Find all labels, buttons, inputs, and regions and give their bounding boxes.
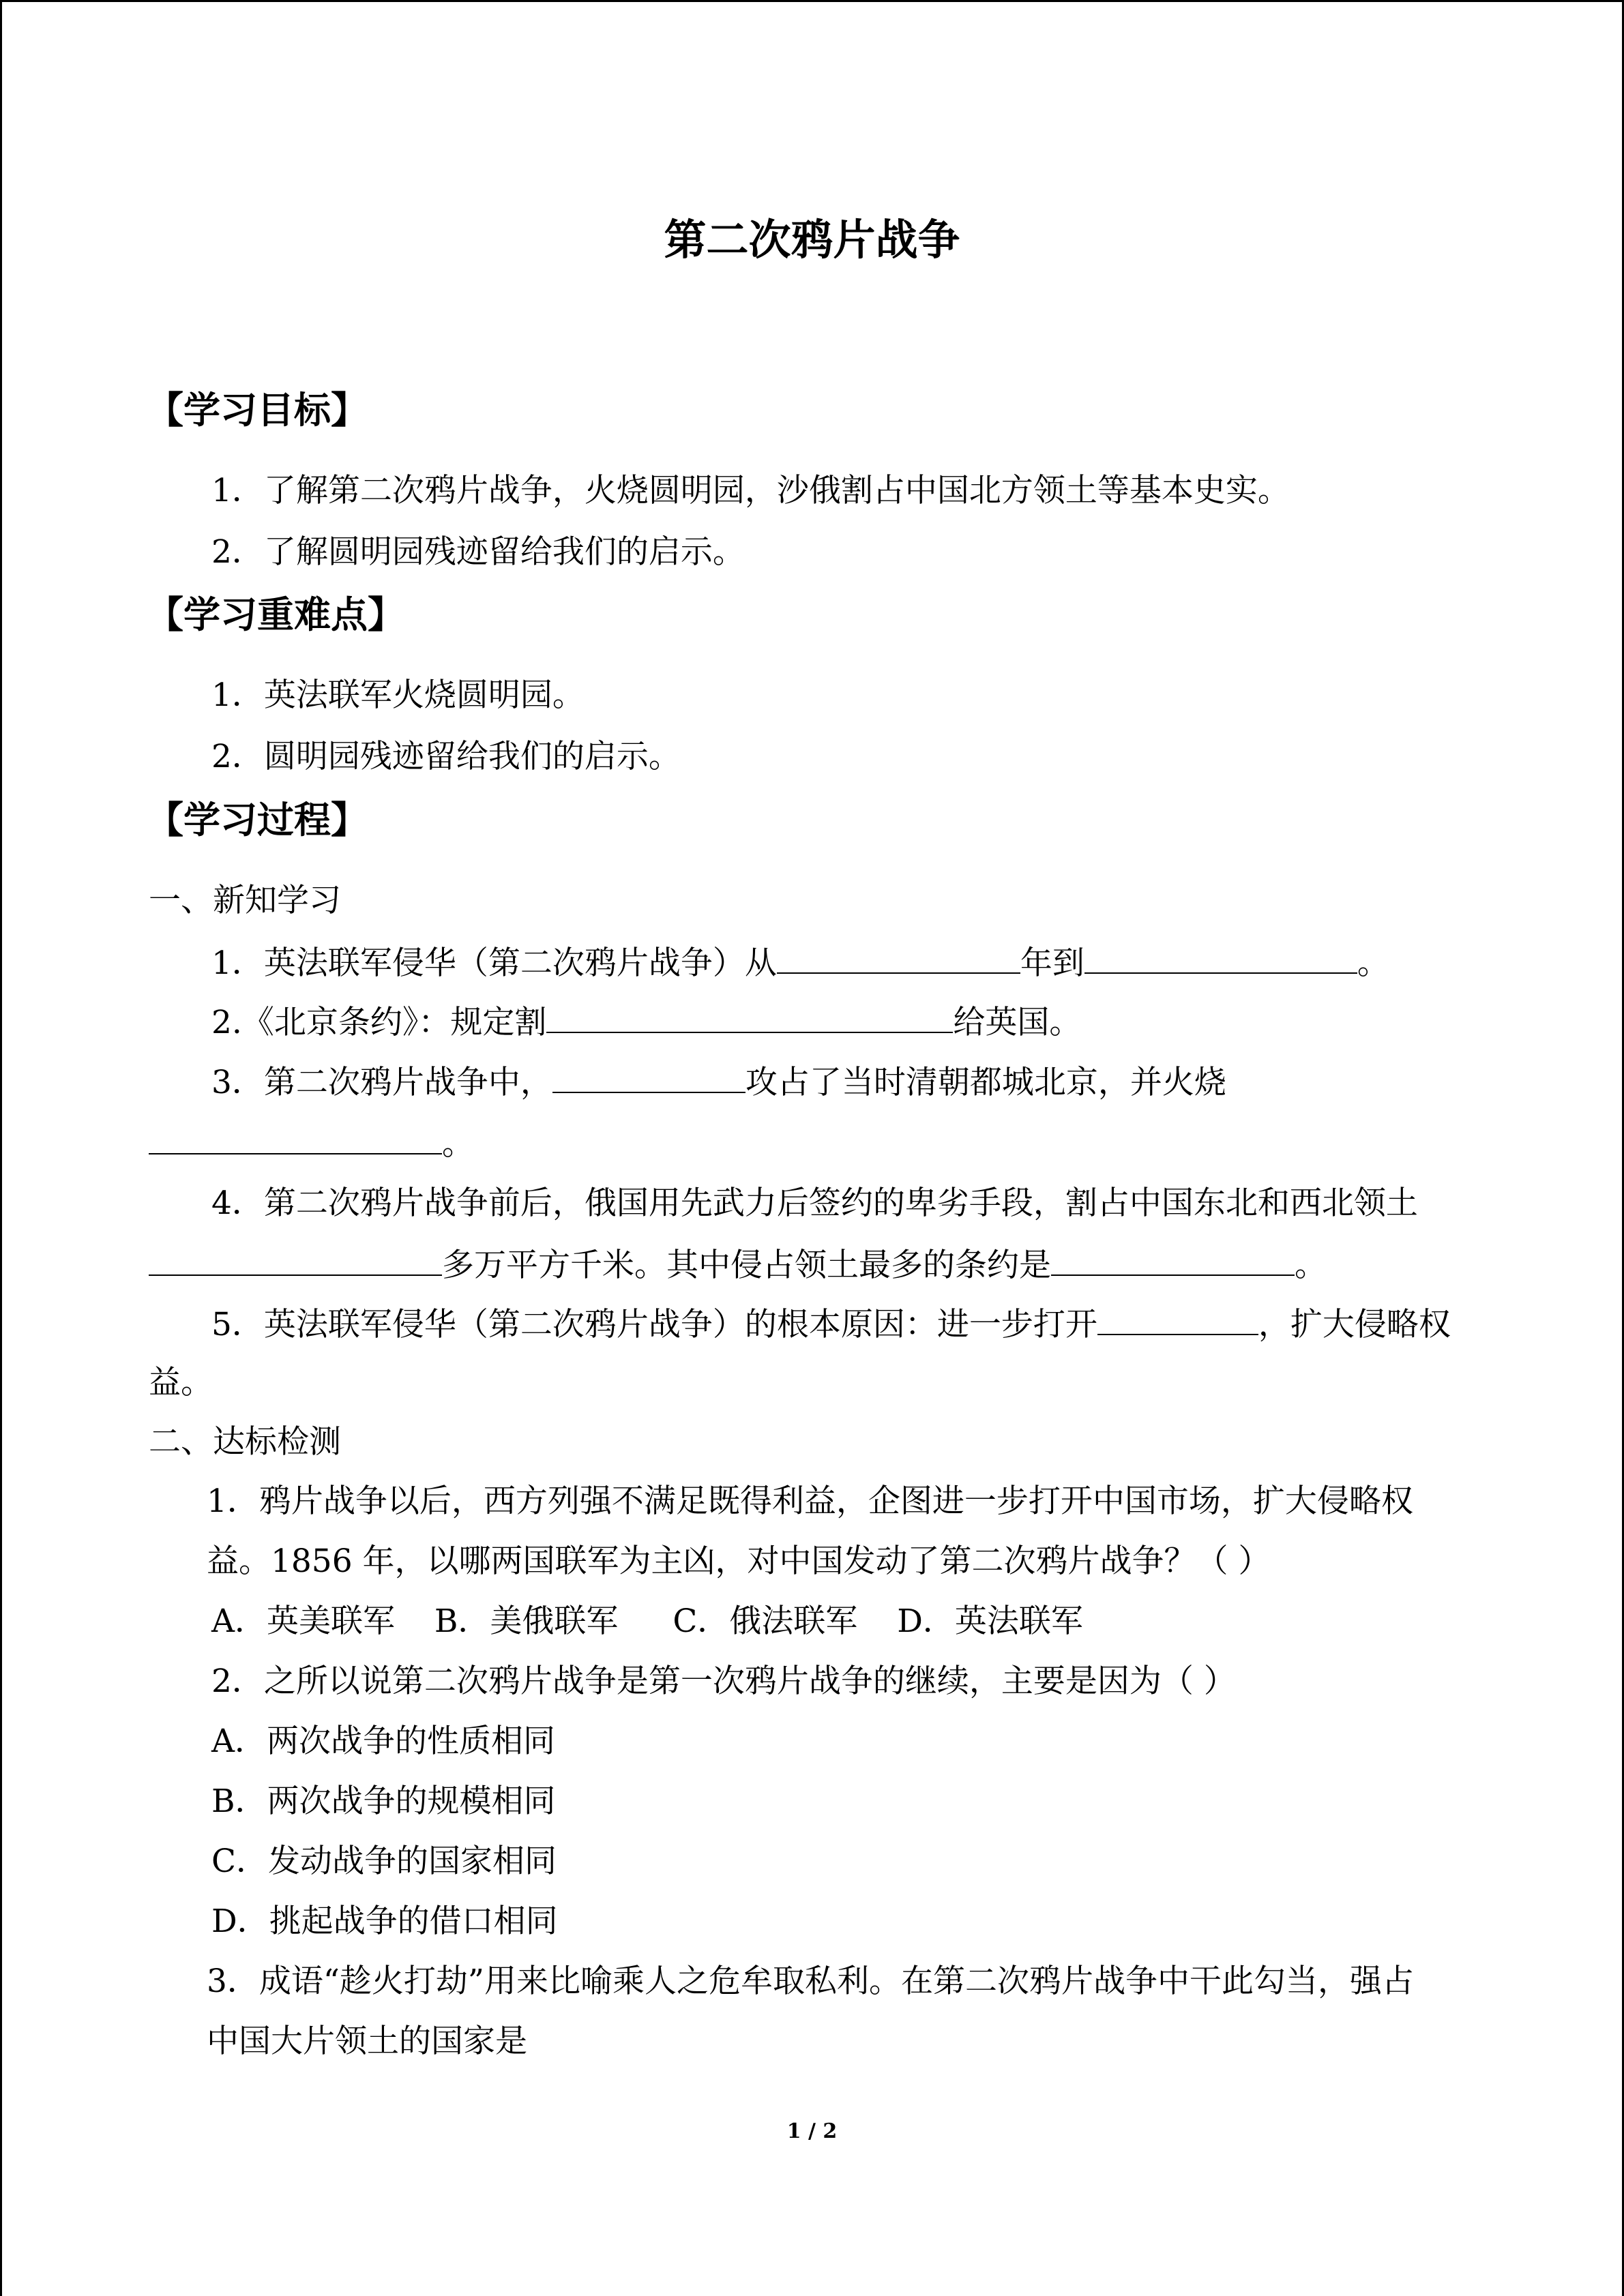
answer-blank[interactable] bbox=[149, 1243, 442, 1276]
option-d[interactable]: D．英法联军 bbox=[897, 1602, 1083, 1640]
fill-question-5-text-b: ，扩大侵略权 bbox=[1258, 1306, 1451, 1343]
mc-question-1-options bbox=[211, 1601, 1083, 1642]
fill-question-1-text-b: 年到 bbox=[1020, 944, 1084, 982]
part1-heading: 一、新知学习 bbox=[149, 882, 341, 919]
fill-question-4-text-b: 多万平方千米。其中侵占领土最多的条约是 bbox=[442, 1247, 1051, 1284]
fill-question-4 bbox=[211, 1183, 1418, 1224]
fill-question-2-text-a: 2.《北京条约》：规定割 bbox=[211, 1004, 547, 1041]
fill-question-3-cont bbox=[149, 1122, 474, 1165]
fill-question-3 bbox=[211, 1060, 1226, 1103]
objectives-heading: 【学习目标】 bbox=[147, 388, 368, 432]
option-b[interactable]: B．美俄联军 bbox=[434, 1602, 619, 1640]
fill-question-2 bbox=[211, 1000, 1081, 1043]
answer-blank[interactable] bbox=[149, 1122, 442, 1154]
mc-question-1-line2: 益。1856 年，以哪两国联军为主凶，对中国发动了第二次鸦片战争？（ ） bbox=[207, 1542, 1271, 1580]
fill-question-5-cont: 益。 bbox=[149, 1364, 213, 1401]
key-point-item-1: 1．英法联军火烧圆明园。 bbox=[211, 676, 585, 714]
fill-question-4-text-c: 。 bbox=[1295, 1247, 1327, 1284]
option-a[interactable]: A．英美联军 bbox=[211, 1602, 395, 1640]
fill-question-1-text-c: 。 bbox=[1357, 944, 1389, 982]
objective-item-2: 2．了解圆明园残迹留给我们的启示。 bbox=[211, 533, 745, 571]
fill-question-1 bbox=[211, 941, 1389, 984]
fill-question-3-text-a: 3．第二次鸦片战争中， bbox=[211, 1064, 552, 1101]
fill-question-3-text-b: 攻占了当时清朝都城北京，并火烧 bbox=[745, 1064, 1226, 1101]
option-c[interactable]: C．发动战争的国家相同 bbox=[211, 1843, 557, 1880]
option-a[interactable]: A．两次战争的性质相同 bbox=[211, 1723, 555, 1760]
page-frame-left bbox=[0, 0, 2, 2296]
answer-blank[interactable] bbox=[777, 941, 1020, 974]
fill-question-4-text-a: 4．第二次鸦片战争前后，俄国用先武力后签约的卑劣手段，割占中国东北和西北领土 bbox=[211, 1184, 1418, 1222]
answer-blank[interactable] bbox=[546, 1000, 953, 1033]
mc-question-2-stem: 2．之所以说第二次鸦片战争是第一次鸦片战争的继续，主要是因为（ ） bbox=[211, 1663, 1236, 1700]
process-heading: 【学习过程】 bbox=[147, 798, 368, 841]
part2-heading: 二、达标检测 bbox=[149, 1423, 341, 1461]
fill-question-2-text-b: 给英国。 bbox=[953, 1004, 1082, 1041]
option-c[interactable]: C．俄法联军 bbox=[673, 1602, 858, 1640]
key-point-item-2: 2．圆明园残迹留给我们的启示。 bbox=[211, 738, 681, 775]
answer-blank[interactable] bbox=[1084, 941, 1357, 974]
mc-question-1-line1: 1．鸦片战争以后，西方列强不满足既得利益，企图进一步打开中国市场，扩大侵略权 bbox=[207, 1482, 1413, 1520]
option-d[interactable]: D．挑起战争的借口相同 bbox=[211, 1903, 558, 1940]
answer-blank[interactable] bbox=[552, 1060, 745, 1093]
key-points-heading: 【学习重难点】 bbox=[147, 593, 404, 636]
fill-question-1-text-a: 1．英法联军侵华（第二次鸦片战争）从 bbox=[211, 944, 777, 982]
fill-question-5 bbox=[211, 1302, 1451, 1345]
fill-question-4-cont bbox=[149, 1243, 1327, 1286]
answer-blank[interactable] bbox=[1097, 1302, 1258, 1335]
page-title: 第二次鸦片战争 bbox=[664, 215, 960, 265]
option-b[interactable]: B．两次战争的规模相同 bbox=[211, 1783, 556, 1820]
mc-question-3-line1: 3．成语“趁火打劫”用来比喻乘人之危牟取私利。在第二次鸦片战争中干此勾当，强占 bbox=[207, 1963, 1414, 2000]
answer-blank[interactable] bbox=[1051, 1243, 1295, 1276]
fill-question-3-text-c: 。 bbox=[442, 1125, 474, 1163]
page-number: 1 / 2 bbox=[786, 2119, 838, 2143]
mc-question-3-line2: 中国大片领土的国家是 bbox=[207, 2023, 527, 2060]
objective-item-1: 1．了解第二次鸦片战争，火烧圆明园，沙俄割占中国北方领土等基本史实。 bbox=[211, 472, 1290, 509]
fill-question-5-text-a: 5．英法联军侵华（第二次鸦片战争）的根本原因：进一步打开 bbox=[211, 1306, 1097, 1343]
page-frame-top bbox=[0, 0, 1624, 2]
